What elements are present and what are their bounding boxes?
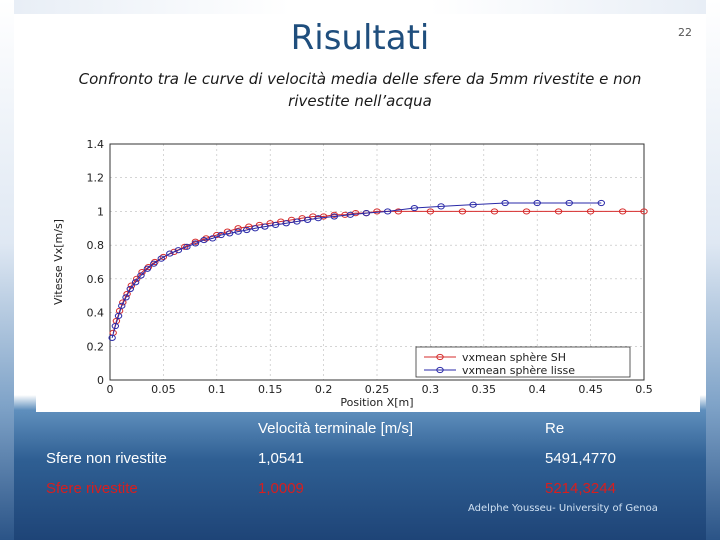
- y-tick-label: 1.4: [86, 138, 104, 151]
- y-tick-label: 0.4: [86, 306, 104, 320]
- x-axis-label: Position X[m]: [340, 396, 414, 409]
- chart-panel: [36, 122, 700, 412]
- x-tick-label: 0.35: [471, 383, 497, 396]
- row-coated-re: 5214,3244: [545, 480, 616, 497]
- x-tick-label: 0.3: [421, 383, 440, 396]
- x-tick-label: 0.05: [151, 383, 176, 396]
- page-number: 22: [678, 26, 692, 39]
- x-tick-label: 0.5: [635, 383, 653, 396]
- legend-entry: vxmean sphère lisse: [462, 364, 576, 377]
- y-tick-label: 1.2: [86, 171, 104, 185]
- y-tick-label: 0: [97, 374, 104, 387]
- y-tick-label: 0.6: [86, 272, 104, 286]
- footer-credit: Adelphe Yousseu- University of Genoa: [468, 503, 658, 514]
- legend-entry: vxmean sphère SH: [462, 351, 566, 364]
- subtitle-line-1: Confronto tra le curve di velocità media delle sfere da 5mm rivestite e non: [78, 70, 642, 88]
- y-tick-label: 0.8: [86, 239, 104, 253]
- velocity-chart: [36, 122, 700, 412]
- y-tick-label: 0.2: [86, 340, 104, 354]
- x-tick-label: 0.15: [257, 383, 283, 396]
- x-tick-label: 0.25: [364, 383, 390, 396]
- row-uncoated-label: Sfere non rivestite: [46, 450, 167, 467]
- x-tick-label: 0.4: [528, 383, 546, 396]
- subtitle-line-2: rivestite nell’acqua: [288, 92, 432, 110]
- row-uncoated-velocity: 1,0541: [258, 450, 304, 467]
- slide-title: Risultati: [290, 18, 430, 58]
- header-re: Re: [545, 420, 565, 437]
- slide-subtitle: [40, 68, 680, 112]
- top-decor-bar: [14, 0, 706, 14]
- y-axis-label: Vitesse Vx[m/s]: [52, 219, 65, 305]
- results-table: [0, 412, 720, 540]
- x-tick-label: 0.45: [578, 383, 603, 396]
- x-tick-label: 0.2: [314, 383, 333, 396]
- row-coated-label: Sfere rivestite: [46, 480, 138, 497]
- row-coated-velocity: 1,0009: [258, 480, 304, 497]
- header-velocity: Velocità terminale [m/s]: [258, 420, 414, 437]
- x-tick-label: 0.1: [208, 383, 226, 396]
- x-tick-label: 0: [106, 383, 114, 396]
- y-tick-label: 1: [97, 205, 104, 219]
- row-uncoated-re: 5491,4770: [545, 450, 616, 467]
